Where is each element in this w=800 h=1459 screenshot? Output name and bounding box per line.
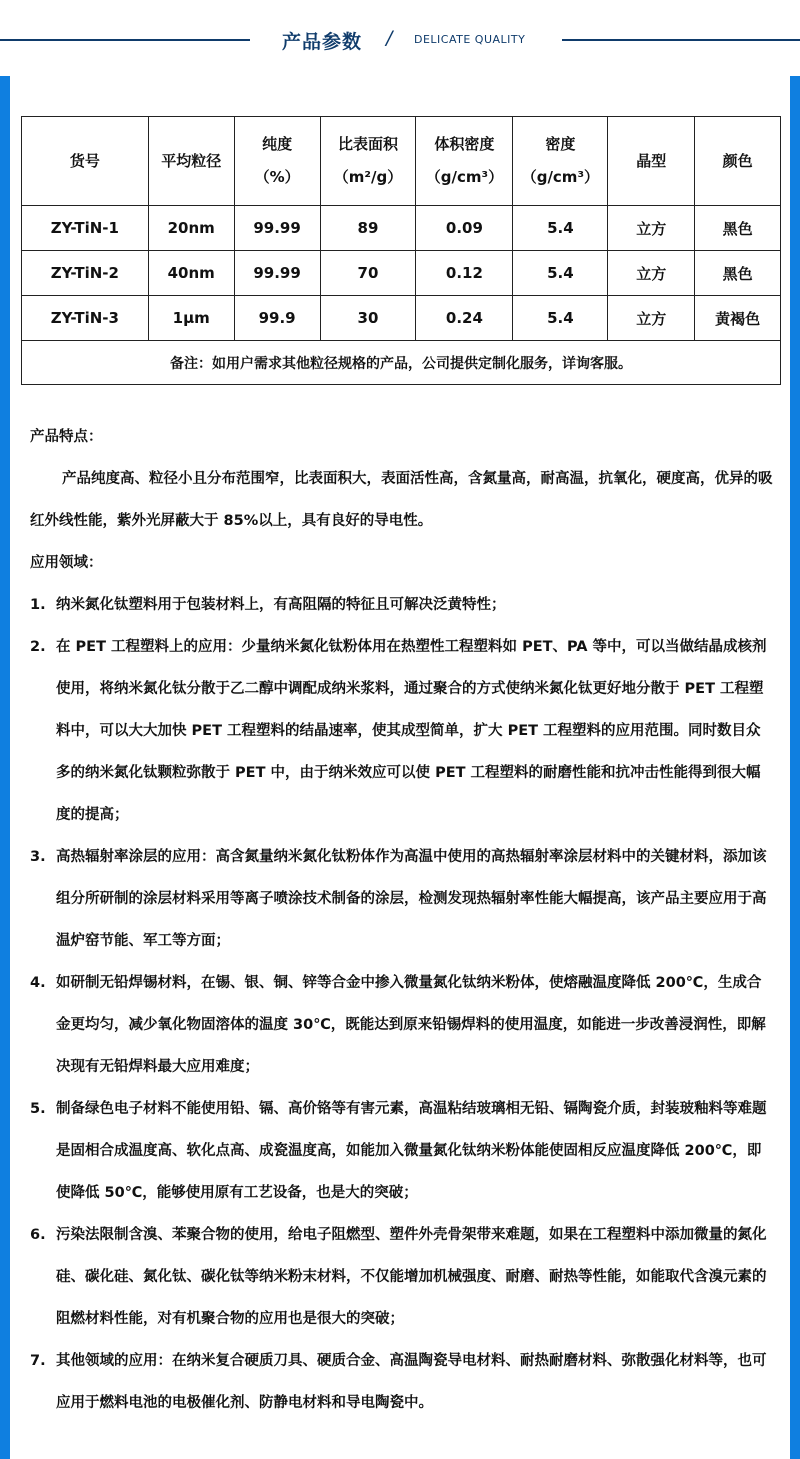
list-item-text: 如研制无铅焊锡材料，在锡、银、铜、锌等合金中掺入微量氮化钛纳米粉体，使熔融温度降低 200℃，生成合金更均匀，减少氧化物固溶体的温度 30℃，既能达到原来铅锡焊料的使用温度，如能进一步改善浸润性，即解决现有无铅焊料最大应用难度； <box>56 975 766 1075</box>
list-item-text: 在 PET 工程塑料上的应用：少量纳米氮化钛粉体用在热塑性工程塑料如 PET、PA 等中，可以当做结晶成核剂使用，将纳米氮化钛分散于乙二醇中调配成纳米浆料，通过聚合的方式使纳米氮化钛更好地分散于 PET 工程塑料中，可以大大加快 PET 工程塑料的结晶速率，使其成型简单，扩大 PET 工程塑料的应用范围。同时数目众多的纳米氮化钛颗粒弥散于 PET 中，由于纳米效应可以使 PET 工程塑料的耐磨性能和抗冲击性能得到很大幅度的提高； <box>56 639 767 823</box>
table-cell: 99.99 <box>234 251 320 296</box>
list-item-text: 高热辐射率涂层的应用：高含氮量纳米氮化钛粉体作为高温中使用的高热辐射率涂层材料中的关键材料，添加该组分所研制的涂层材料采用等离子喷涂技术制备的涂层，检测发现热辐射率性能大幅提高，该产品主要应用于高温炉窑节能、军工等方面； <box>56 849 767 949</box>
header-cell-density: 密度 （g/cm³） <box>513 117 608 206</box>
features-text: 产品纯度高、粒径小且分布范围窄，比表面积大，表面活性高，含氮量高，耐高温，抗氧化，硬度高，优异的吸红外线性能，紫外光屏蔽大于 85%以上，具有良好的导电性。 <box>30 471 773 529</box>
features-heading: 产品特点： <box>30 429 103 445</box>
list-item-text: 纳米氮化钛塑料用于包装材料上，有高阻隔的特征且可解决泛黄特性； <box>56 597 506 613</box>
header-cell-item-no: 货号 <box>22 117 149 206</box>
table-cell: ZY-TiN-1 <box>22 206 149 251</box>
list-item-number: 6. <box>30 1227 46 1243</box>
list-item-number: 4. <box>30 975 46 991</box>
table-cell: 立方 <box>608 296 695 341</box>
table-cell: 5.4 <box>513 206 608 251</box>
table-cell: 70 <box>320 251 416 296</box>
list-item-text: 其他领域的应用：在纳米复合硬质刀具、硬质合金、高温陶瓷导电材料、耐热耐磨材料、弥散强化材料等，也可应用于燃料电池的电极催化剂、防静电材料和导电陶瓷中。 <box>56 1353 767 1411</box>
table-cell: 立方 <box>608 251 695 296</box>
parameter-table <box>21 116 781 385</box>
table-cell: 99.99 <box>234 206 320 251</box>
applications-list <box>30 584 775 1424</box>
applications-heading: 应用领域： <box>30 555 103 571</box>
table-cell: 89 <box>320 206 416 251</box>
list-item-text: 制备绿色电子材料不能使用铅、镉、高价铬等有害元素，高温粘结玻璃相无铅、镉陶瓷介质，封装玻釉料等难题是固相合成温度高、软化点高、成瓷温度高，如能加入微量氮化钛纳米粉体能使固相反应温度降低 200℃，即使降低 50℃，能够使用原有工艺设备，也是大的突破； <box>56 1101 767 1201</box>
table-note-row <box>22 341 781 385</box>
list-item-number: 1. <box>30 597 46 613</box>
table-row <box>22 296 781 341</box>
list-item <box>30 626 775 836</box>
header-cell-color: 颜色 <box>695 117 781 206</box>
header-subtitle: DELICATE QUALITY <box>414 33 526 46</box>
table-cell: 0.24 <box>416 296 513 341</box>
table-cell: 5.4 <box>513 296 608 341</box>
header-banner <box>0 0 800 76</box>
header-divider-left <box>0 39 250 41</box>
header-cell-crystal-form: 晶型 <box>608 117 695 206</box>
table-cell: 0.12 <box>416 251 513 296</box>
header-cell-particle-size: 平均粒径 <box>148 117 234 206</box>
table-cell: 黑色 <box>695 206 781 251</box>
header-cell-bulk-density: 体积密度 （g/cm³） <box>416 117 513 206</box>
list-item <box>30 584 775 626</box>
table-cell: ZY-TiN-2 <box>22 251 149 296</box>
header-cell-purity: 纯度 （%） <box>234 117 320 206</box>
table-cell: 立方 <box>608 206 695 251</box>
content-card <box>10 76 790 1459</box>
list-item-number: 5. <box>30 1101 46 1117</box>
header-title: 产品参数 <box>282 31 363 53</box>
list-item <box>30 836 775 962</box>
header-slash: / <box>386 27 393 49</box>
list-item-number: 2. <box>30 639 46 655</box>
header-cell-surface-area: 比表面积 （m²/g） <box>320 117 416 206</box>
list-item <box>30 1088 775 1214</box>
table-row <box>22 251 781 296</box>
table-header-row <box>22 117 781 206</box>
description-section <box>30 416 775 1424</box>
table-row <box>22 206 781 251</box>
list-item <box>30 1340 775 1424</box>
table-cell: 30 <box>320 296 416 341</box>
table-cell: 99.9 <box>234 296 320 341</box>
table-cell: 20nm <box>148 206 234 251</box>
list-item <box>30 962 775 1088</box>
list-item-text: 污染法限制含溴、苯聚合物的使用，给电子阻燃型、塑件外壳骨架带来难题，如果在工程塑料中添加微量的氮化硅、碳化硅、氮化钛、碳化钛等纳米粉末材料，不仅能增加机械强度、耐磨、耐热等性能，如能取代含溴元素的阻燃材料性能，对有机聚合物的应用也是很大的突破； <box>56 1227 767 1327</box>
table-cell: ZY-TiN-3 <box>22 296 149 341</box>
table-cell: 5.4 <box>513 251 608 296</box>
table-cell: 40nm <box>148 251 234 296</box>
table-cell: 1μm <box>148 296 234 341</box>
table-cell: 黄褐色 <box>695 296 781 341</box>
list-item-number: 7. <box>30 1353 46 1369</box>
list-item-number: 3. <box>30 849 46 865</box>
header-divider-right <box>562 39 800 41</box>
table-cell: 0.09 <box>416 206 513 251</box>
table-cell: 黑色 <box>695 251 781 296</box>
list-item <box>30 1214 775 1340</box>
table-note: 备注：如用户需求其他粒径规格的产品，公司提供定制化服务，详询客服。 <box>22 341 781 385</box>
